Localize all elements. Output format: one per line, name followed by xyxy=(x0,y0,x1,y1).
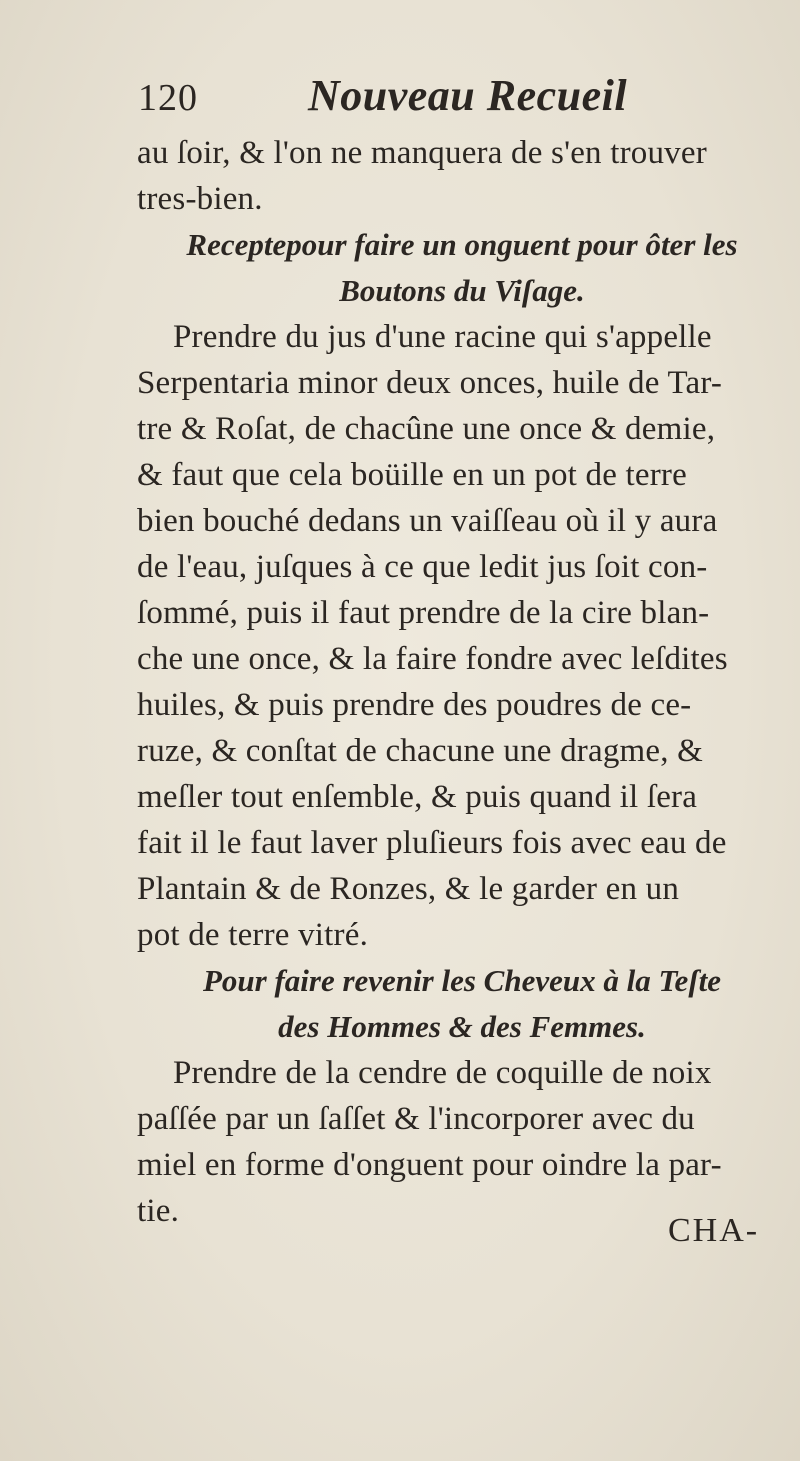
recipe-title: Boutons du Viſage. xyxy=(339,273,585,308)
text-line: Serpentaria minor deux onces, huile de Tar- xyxy=(137,365,723,401)
text-line: de l'eau, juſques à ce que ledit jus ſoit con- xyxy=(137,549,708,585)
text-line: tre & Roſat, de chacûne une once & demie, xyxy=(137,411,716,447)
text-line: fait il le faut laver pluſieurs fois avec eau de xyxy=(137,825,727,861)
text-line: ruze, & conſtat de chacune une dragme, & xyxy=(137,733,704,769)
page-header xyxy=(138,70,698,130)
body-text xyxy=(137,130,787,1234)
paragraph-start: Prendre du jus d'une racine qui s'appelle xyxy=(173,319,712,355)
recipe-title: des Hommes & des Femmes. xyxy=(278,1009,646,1044)
recipe-title: Receptepour faire un onguent pour ôter les xyxy=(186,227,738,262)
catchword: CHA- xyxy=(668,1212,760,1249)
text-line: & faut que cela boüille en un pot de terre xyxy=(137,457,687,493)
paragraph-start: Prendre de la cendre de coquille de noix xyxy=(173,1055,712,1091)
running-title: Nouveau Recueil xyxy=(308,71,628,120)
text-line: pot de terre vitré. xyxy=(137,917,369,953)
text-line: paſſée par un ſaſſet & l'incorporer avec du xyxy=(137,1101,695,1137)
text-line: meſler tout enſemble, & puis quand il ſera xyxy=(137,779,698,815)
text-line: che une once, & la faire fondre avec leſdites xyxy=(137,641,728,677)
text-line: miel en forme d'onguent pour oindre la par- xyxy=(137,1147,722,1183)
text-line: Plantain & de Ronzes, & le garder en un xyxy=(137,871,680,907)
text-line: bien bouché dedans un vaiſſeau où il y aura xyxy=(137,503,718,539)
text-line: ſommé, puis il faut prendre de la cire blan- xyxy=(137,595,710,631)
text-line: au ſoir, & l'on ne manquera de s'en trouver xyxy=(137,135,707,171)
text-line: tres-bien. xyxy=(137,181,263,217)
page-number: 120 xyxy=(138,77,198,119)
text-line: tie. xyxy=(137,1193,180,1229)
text-line: huiles, & puis prendre des poudres de ce- xyxy=(137,687,692,723)
recipe-title: Pour faire revenir les Cheveux à la Teſte xyxy=(202,963,722,998)
